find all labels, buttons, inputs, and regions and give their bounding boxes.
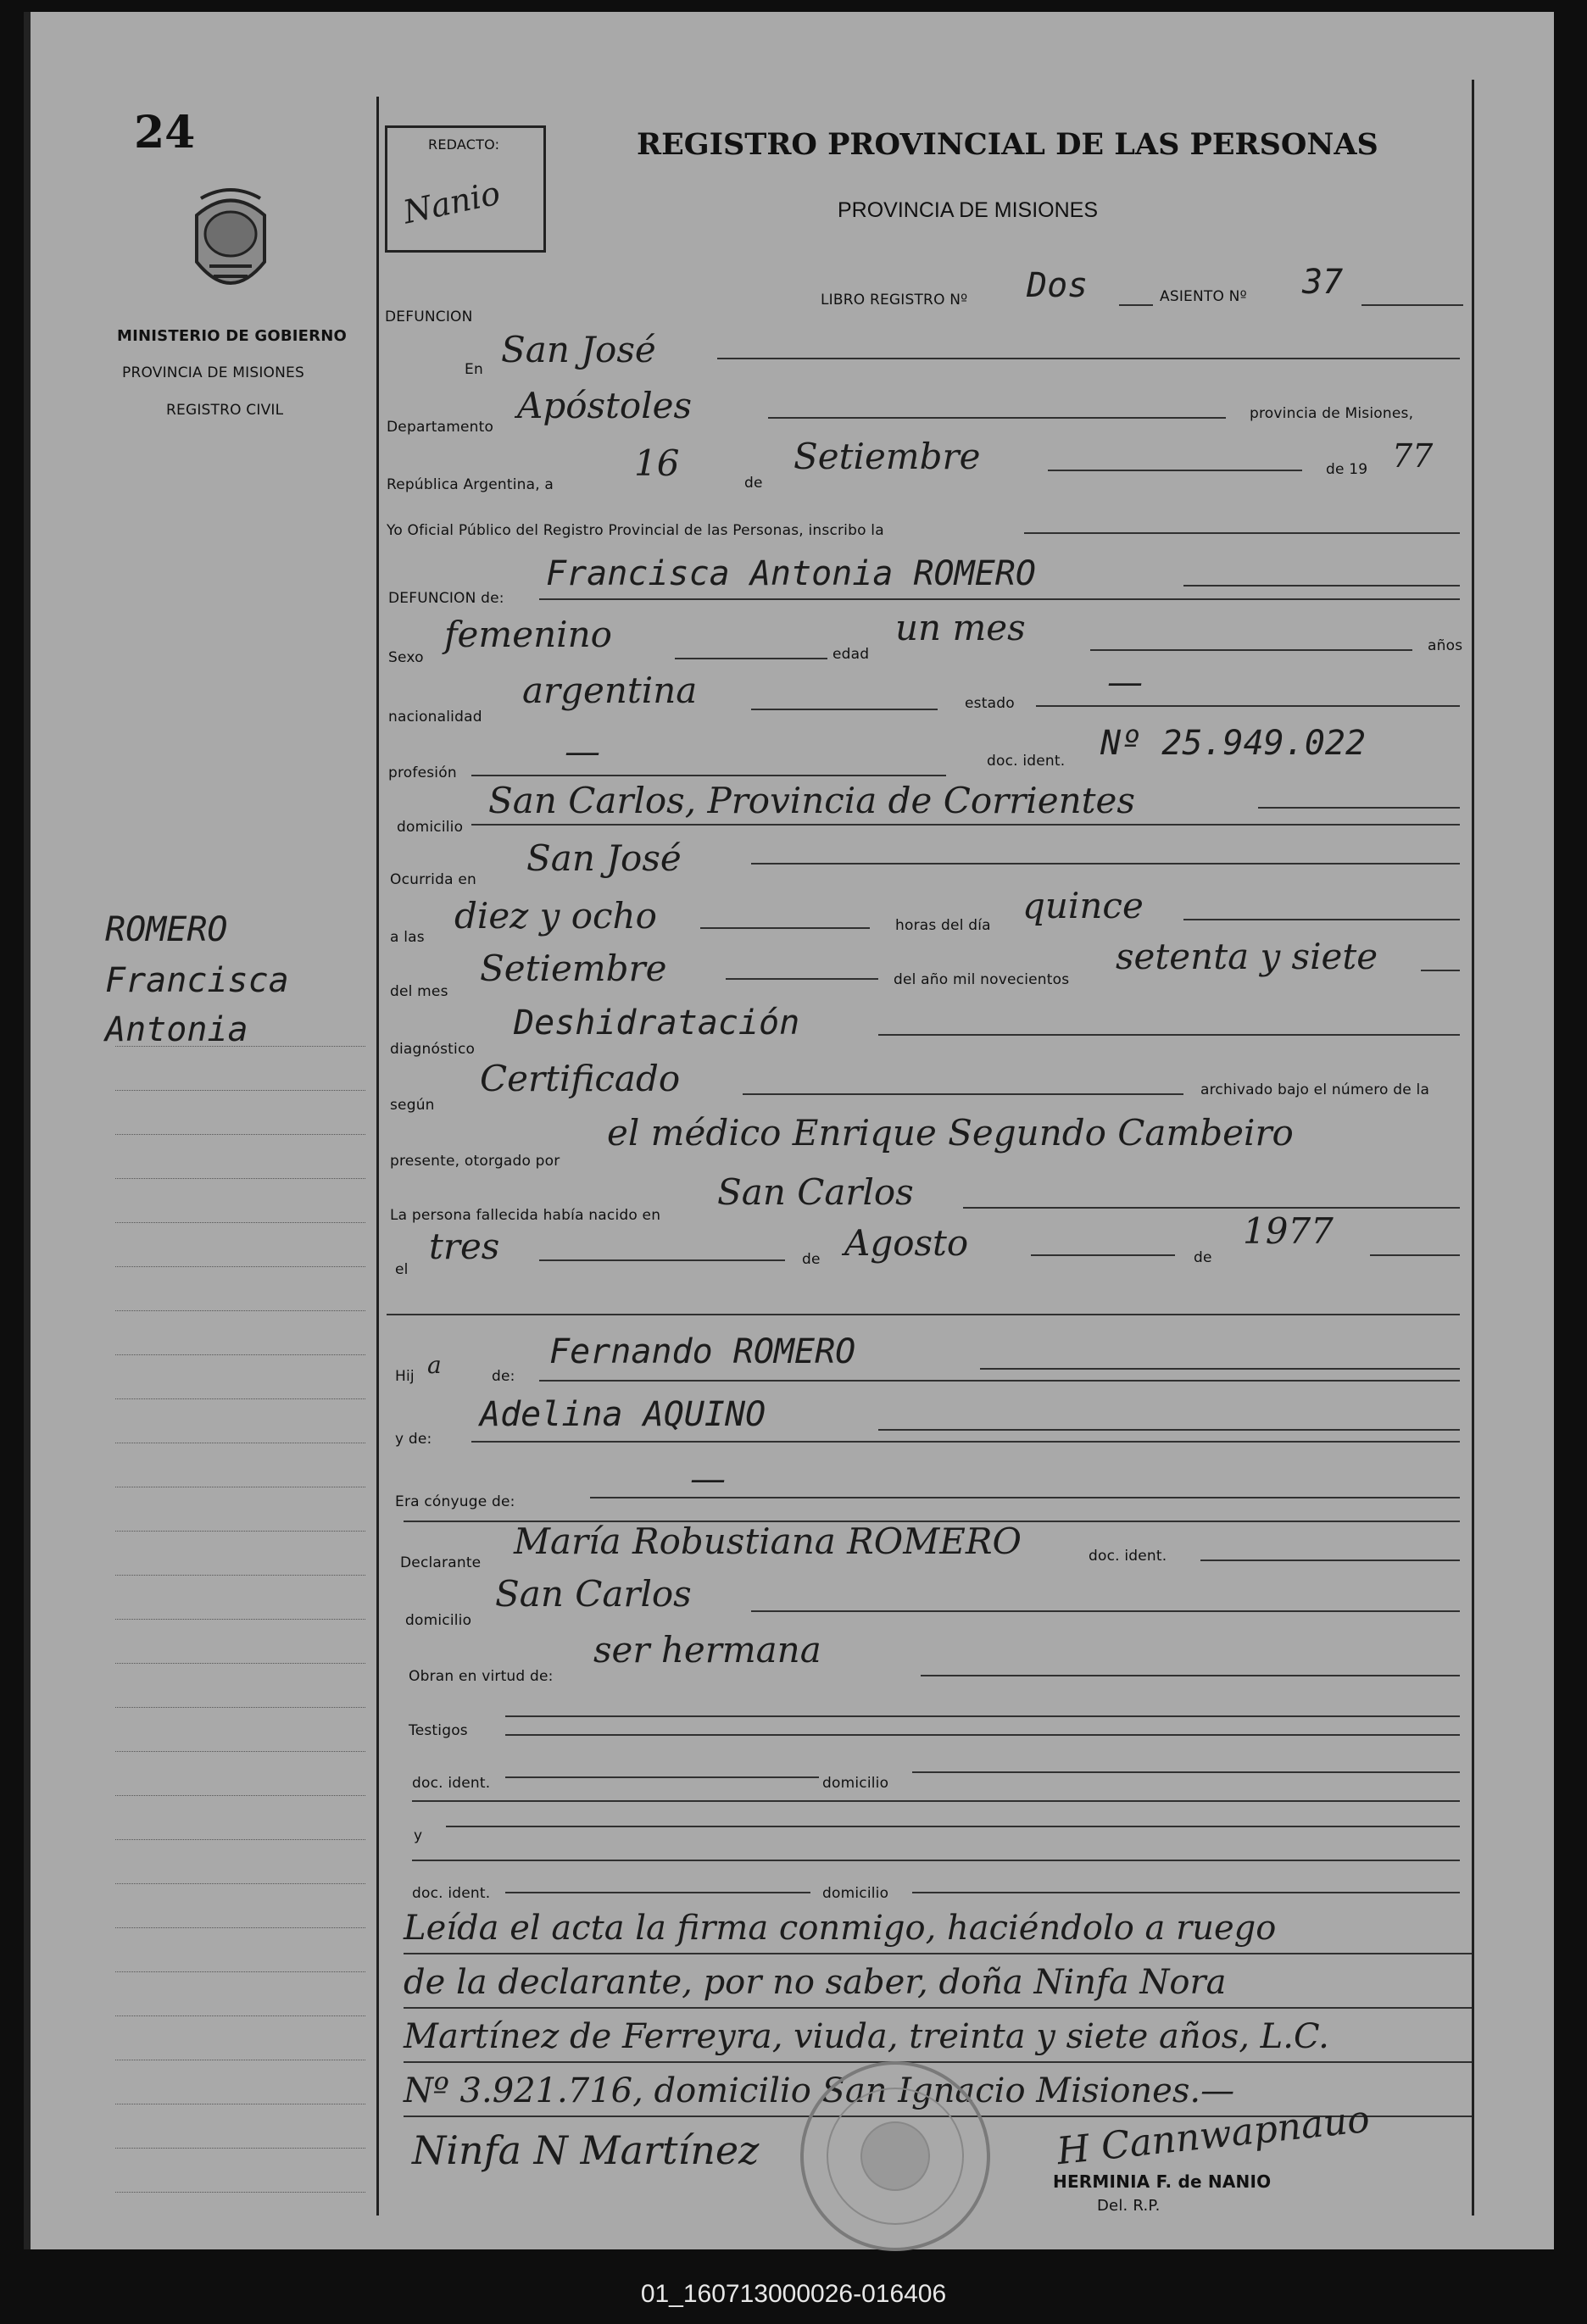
edad-label: edad [832,646,870,663]
sexo-label: Sexo [388,649,424,666]
margin-note-line: Antonia [105,1010,248,1049]
margin-ruled-line [115,1134,365,1135]
registro-civil-label: REGISTRO CIVIL [166,402,284,419]
del-mes-value: Setiembre [480,948,667,989]
margin-ruled-line [115,1751,365,1752]
el-value: tres [429,1226,500,1267]
y-label: y [414,1827,423,1844]
declarante-value: María Robustiana ROMERO [514,1521,1022,1562]
presente-value: el médico Enrique Segundo Cambeiro [607,1112,1294,1154]
de19-label: de 19 [1326,461,1368,478]
madre-value: Adelina AQUINO [480,1395,766,1434]
margin-ruled-line [115,1663,365,1664]
doc1-label: doc. ident. [412,1775,491,1792]
signature-right: H Cannwapnauo [1055,2097,1373,2174]
hijo-de-label: de: [492,1368,515,1385]
margin-ruled-line [115,1046,365,1047]
margin-note-line: ROMERO [105,910,228,949]
profesion-label: profesión [388,764,457,781]
anos-label: años [1428,637,1463,654]
padre-value: Fernando ROMERO [549,1332,856,1371]
estado-label: estado [965,695,1015,712]
margin-ruled-line [115,2192,365,2193]
doc-ident-label: doc. ident. [987,753,1066,770]
nacionalidad-label: nacionalidad [388,709,482,726]
libro-label: LIBRO REGISTRO Nº [821,292,968,309]
decl-domicilio-value: San Carlos [495,1573,692,1615]
nac-anio-value: 1977 [1243,1210,1334,1252]
libro-value: Dos [1027,266,1089,305]
closing-line: Nº 3.921.716, domicilio San Ignacio Misiones.— [404,2071,1235,2110]
official-stamp-icon [794,2054,997,2258]
profesion-value: — [565,731,600,772]
declarante-label: Declarante [400,1554,482,1571]
conyuge-label: Era cónyuge de: [395,1493,515,1510]
signature-left: Ninfa N Martínez [412,2127,760,2173]
doc2-label: doc. ident. [412,1885,491,1902]
diagnostico-value: Deshidratación [514,1004,800,1042]
de3-label: de [1194,1249,1212,1266]
margin-ruled-line [115,1354,365,1355]
coat-of-arms-icon [180,181,281,309]
conyuge-value: — [690,1458,726,1499]
dom2-label: domicilio [822,1885,889,1902]
closing-line: Martínez de Ferreyra, viuda, treinta y siete años, L.C. [404,2017,1329,2056]
anio-value: 77 [1392,437,1434,475]
horas-value: quince [1022,885,1144,926]
document-title: REGISTRO PROVINCIAL DE LAS PERSONAS [637,127,1378,162]
nacido-value: San Carlos [717,1171,914,1213]
yo-oficial-label: Yo Oficial Público del Registro Provincial de las Personas, inscribo la [387,522,884,539]
margin-ruled-line [115,2015,365,2016]
ocurrida-label: Ocurrida en [390,871,476,888]
asiento-label: ASIENTO Nº [1160,288,1247,305]
en-value: San José [501,329,656,370]
nacido-label: La persona fallecida había nacido en [390,1207,661,1224]
register-page [24,12,1554,2249]
domicilio-value: San Carlos, Provincia de Corrientes [488,780,1135,821]
margin-note-line: Francisca [105,961,289,1000]
sexo-value: femenino [444,614,612,655]
margin-ruled-line [115,1795,365,1796]
redacto-box [385,125,546,253]
obran-value: ser hermana [593,1629,821,1671]
dia-value: 16 [634,442,680,484]
officer-title: Del. R.P. [1097,2197,1161,2215]
officer-name: HERMINIA F. de NANIO [1053,2171,1272,2192]
archivado-label: archivado bajo el número de la [1200,1081,1430,1098]
presente-label: presente, otorgado por [390,1153,560,1170]
testigos-label: Testigos [409,1722,468,1739]
margin-ruled-line [115,2148,365,2149]
closing-line: de la declarante, por no saber, doña Ninfa Nora [404,1963,1227,2002]
margin-ruled-line [115,1707,365,1708]
en-label: En [465,361,483,378]
redacto-value: Nanio [399,174,504,231]
republica-label: República Argentina, a [387,476,554,493]
departamento-value: Apóstoles [517,385,693,426]
provincia-left-label: PROVINCIA DE MISIONES [122,364,304,381]
margin-ruled-line [115,1839,365,1840]
decl-doc-label: doc. ident. [1089,1548,1167,1565]
defuncion-label: DEFUNCION [385,309,473,325]
asiento-value: 37 [1302,263,1344,302]
nac-mes-value: Agosto [844,1222,969,1264]
decl-domicilio-label: domicilio [405,1612,472,1629]
margin-ruled-line [115,1310,365,1311]
de2-label: de [802,1251,821,1268]
a-las-label: a las [390,929,425,946]
closing-line: Leída el acta la firma conmigo, haciéndolo a ruego [404,1909,1277,1948]
page-number: 24 [134,107,196,158]
ministerio-label: MINISTERIO DE GOBIERNO [117,327,347,345]
margin-ruled-line [115,1927,365,1928]
del-anio-value: setenta y siete [1116,936,1378,977]
margin-ruled-line [115,1575,365,1576]
el-label: el [395,1261,409,1278]
margin-ruled-line [115,1178,365,1179]
hijo-label: Hij [395,1368,415,1385]
margin-ruled-line [115,1883,365,1884]
segun-value: Certificado [480,1058,681,1099]
defuncion-de-label: DEFUNCION de: [388,590,504,607]
margin-ruled-line [115,1398,365,1399]
ocurrida-value: San José [526,837,682,879]
dom1-label: domicilio [822,1775,889,1792]
diagnostico-label: diagnóstico [390,1041,476,1058]
left-border-line [376,97,379,2216]
domicilio-label: domicilio [397,819,464,836]
provincia-label: provincia de Misiones, [1250,405,1414,422]
a-las-value: diez y ocho [454,895,657,937]
estado-value: — [1107,661,1143,703]
de-label: de [744,475,763,492]
doc-ident-value: Nº 25.949.022 [1100,724,1367,763]
edad-value: un mes [895,607,1026,648]
margin-ruled-line [115,1619,365,1620]
margin-ruled-line [115,1971,365,1972]
footer-id: 01_160713000026-016406 [640,2280,947,2308]
mes-value: Setiembre [794,436,981,477]
right-border-line [1472,80,1474,2216]
nacionalidad-value: argentina [522,670,698,711]
margin-ruled-line [115,1090,365,1091]
del-anio-label: del año mil novecientos [894,971,1070,988]
y-de-label: y de: [395,1431,432,1448]
margin-ruled-line [115,1222,365,1223]
hijo-suffix: a [427,1351,442,1379]
redacto-label: REDACTO: [428,136,500,153]
nombre-value: Francisca Antonia ROMERO [546,554,1036,593]
margin-ruled-line [115,1266,365,1267]
horas-label: horas del día [895,917,991,934]
obran-label: Obran en virtud de: [409,1668,554,1685]
departamento-label: Departamento [387,419,494,436]
segun-label: según [390,1097,435,1114]
margin-ruled-line [115,1531,365,1532]
document-subtitle: PROVINCIA DE MISIONES [838,198,1099,222]
del-mes-label: del mes [390,983,448,1000]
